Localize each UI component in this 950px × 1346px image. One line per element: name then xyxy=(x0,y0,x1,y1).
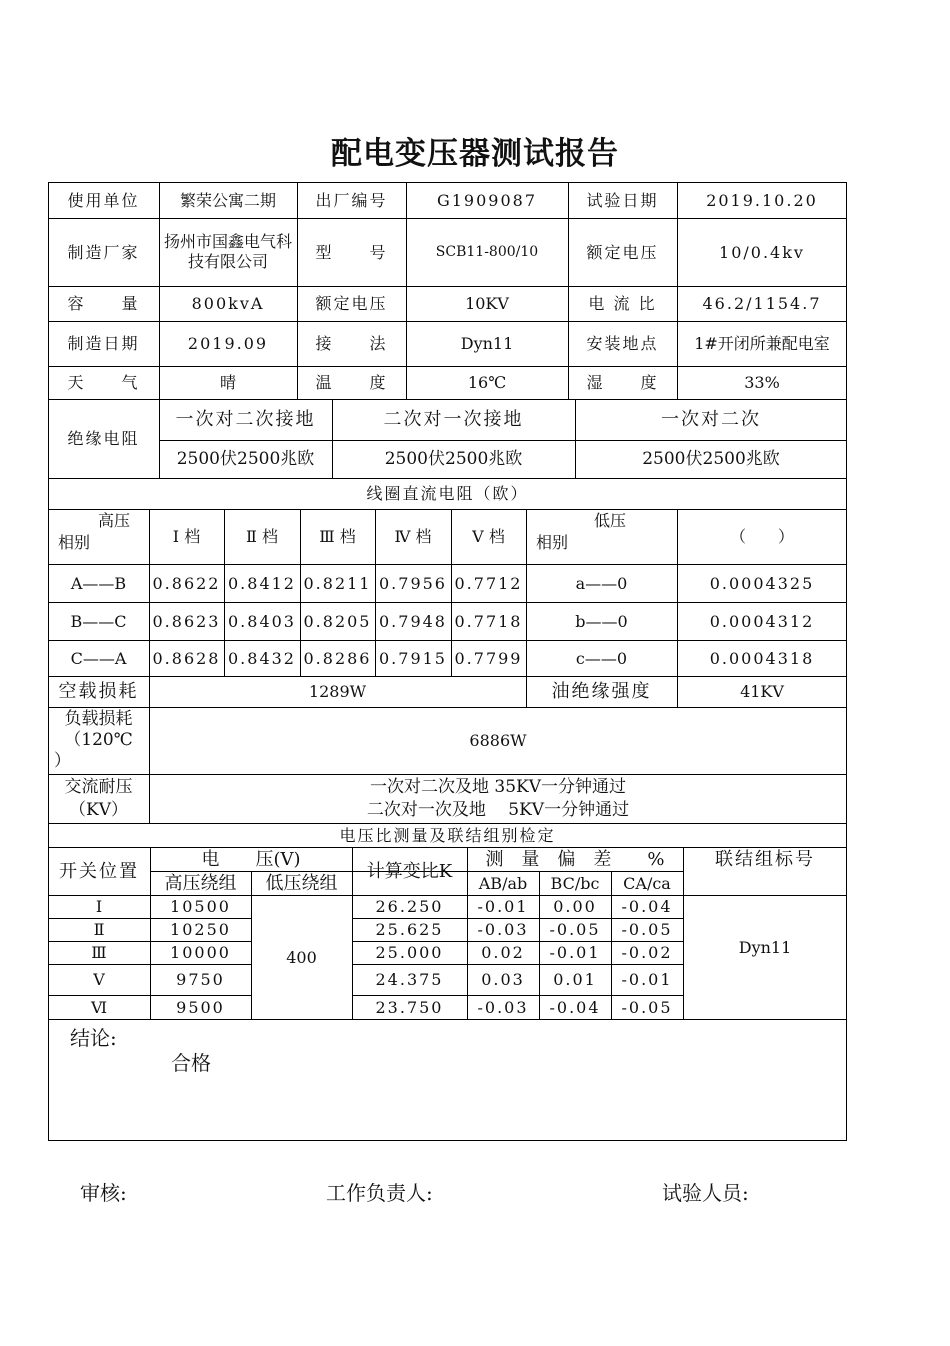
serial-value: G1909087 xyxy=(436,190,538,210)
phase-label: 相别 xyxy=(58,533,91,552)
ratio-row-dev: -0.05 xyxy=(549,920,601,939)
tap-header: Ⅲ 档 xyxy=(319,527,356,546)
dc-row-lv-phase: c——0 xyxy=(575,648,628,668)
location-value: 1#开闭所兼配电室 xyxy=(694,333,830,353)
dc-row-value: 0.8432 xyxy=(228,648,296,668)
ratio-row-hv: 9750 xyxy=(176,970,225,989)
ratio-row-position: Ⅱ xyxy=(93,920,105,939)
dc-row-value: 0.8286 xyxy=(303,648,372,668)
ratio-row-dev: -0.05 xyxy=(621,997,673,1017)
model-label: 型 号 xyxy=(315,242,388,262)
ratio-row-k: 25.625 xyxy=(375,920,444,939)
load-loss-label-line: 负载损耗 xyxy=(64,709,133,729)
ratio-row-position: Ⅰ xyxy=(95,897,103,916)
deviation-col-header: BC/bc xyxy=(550,873,600,893)
insulation-value: 2500伏2500兆欧 xyxy=(384,448,523,469)
dc-row-lv-value: 0.0004325 xyxy=(709,573,815,593)
dc-row-value: 0.8412 xyxy=(228,573,296,593)
dc-row-value: 0.7948 xyxy=(379,611,447,631)
humidity-label: 湿 度 xyxy=(586,373,659,392)
load-loss-label xyxy=(48,707,149,774)
rated-voltage-value: 10/0.4kv xyxy=(719,242,805,262)
current-ratio-label: 电 流 比 xyxy=(588,294,657,313)
insulation-value: 2500伏2500兆欧 xyxy=(176,448,315,469)
weather-value: 晴 xyxy=(219,373,236,392)
ratio-row-dev: -0.03 xyxy=(477,920,529,939)
humidity-value: 33% xyxy=(744,373,780,392)
dc-row-value: 0.8211 xyxy=(303,573,372,593)
connection-value: Dyn11 xyxy=(460,334,514,353)
mfg-date-label: 制造日期 xyxy=(67,334,140,353)
responsible-signature-label: 工作负责人: xyxy=(326,1181,433,1205)
no-load-loss-value: 1289W xyxy=(308,682,367,701)
conclusion-label: 结论: xyxy=(70,1026,117,1050)
lv-unit-header: （ ） xyxy=(729,527,794,546)
ratio-row-position: Ⅴ xyxy=(93,970,105,989)
ratio-row-dev: 0.00 xyxy=(553,897,597,916)
group-header: 联结组标号 xyxy=(715,848,815,870)
tap-header: Ⅰ 档 xyxy=(172,527,201,546)
ac-withstand-line: 一次对二次及地 35KV一分钟通过 xyxy=(369,777,626,797)
lv-phase-label: 相别 xyxy=(536,533,569,552)
ac-withstand-label-line: （KV） xyxy=(69,799,128,820)
ratio-row-dev: -0.05 xyxy=(621,920,673,939)
rated-voltage2-label: 额定电压 xyxy=(315,294,388,313)
dc-row-lv-value: 0.0004318 xyxy=(709,648,815,668)
dc-row-value: 0.7718 xyxy=(454,611,523,631)
ratio-row-dev: -0.01 xyxy=(549,943,601,962)
voltage-header: 电 压(V) xyxy=(201,848,301,870)
temperature-value: 16℃ xyxy=(467,373,507,392)
ratio-row-hv: 10500 xyxy=(170,897,231,916)
dc-row-value: 0.7799 xyxy=(454,648,523,668)
temperature-label: 温 度 xyxy=(315,373,388,392)
location-label: 安装地点 xyxy=(586,334,659,353)
load-loss-label-line: （120℃ xyxy=(64,730,133,750)
ratio-title: 电压比测量及联结组别检定 xyxy=(339,825,556,845)
rated-voltage2-value: 10KV xyxy=(465,294,509,313)
maker-label: 制造厂家 xyxy=(67,242,140,262)
hv-winding-header: 高压绕组 xyxy=(164,872,237,894)
conclusion-value: 合格 xyxy=(171,1051,211,1075)
test-date-label: 试验日期 xyxy=(586,190,659,210)
dc-row-value: 0.7915 xyxy=(379,648,447,668)
ratio-row-dev: -0.02 xyxy=(621,943,673,962)
ratio-row-k: 26.250 xyxy=(375,897,444,916)
ratio-row-k: 24.375 xyxy=(375,970,444,989)
rated-voltage-label: 额定电压 xyxy=(586,242,659,262)
page-title: 配电变压器测试报告 xyxy=(331,136,619,172)
capacity-value: 800kvA xyxy=(191,294,265,313)
calc-ratio-header: 计算变比K xyxy=(366,860,453,882)
group-value: Dyn11 xyxy=(738,937,792,957)
dc-resistance-title: 线圈直流电阻（欧） xyxy=(366,484,529,503)
dc-row-value: 0.7956 xyxy=(379,573,447,593)
ratio-row-position: Ⅲ xyxy=(91,943,107,962)
oil-strength-label: 油绝缘强度 xyxy=(551,681,652,702)
lv-label: 低压 xyxy=(594,511,627,530)
tester-signature-label: 试验人员: xyxy=(662,1181,749,1205)
capacity-label: 容 量 xyxy=(67,294,140,313)
dc-row-value: 0.7712 xyxy=(454,573,523,593)
deviation-col-header: AB/ab xyxy=(478,873,528,893)
ratio-row-k: 23.750 xyxy=(375,997,444,1017)
user-value: 繁荣公寓二期 xyxy=(179,190,276,210)
insulation-label: 绝缘电阻 xyxy=(67,429,140,448)
load-loss-label-line: ） xyxy=(54,751,71,771)
ratio-row-position: Ⅵ xyxy=(90,997,108,1017)
ratio-row-dev: -0.04 xyxy=(621,897,673,916)
weather-label: 天 气 xyxy=(67,373,140,392)
ac-withstand-label-line: 交流耐压 xyxy=(64,776,133,797)
ratio-row-dev: -0.03 xyxy=(477,997,529,1017)
dc-row-value: 0.8622 xyxy=(152,573,221,593)
lv-winding-header: 低压绕组 xyxy=(265,872,338,894)
dc-row-value: 0.8403 xyxy=(228,611,296,631)
review-signature-label: 审核: xyxy=(80,1181,127,1205)
oil-strength-value: 41KV xyxy=(740,682,784,701)
model-value: SCB11-800/10 xyxy=(435,243,539,260)
lv-winding-value: 400 xyxy=(286,947,317,967)
load-loss-value: 6886W xyxy=(469,731,527,750)
ratio-row-dev: -0.01 xyxy=(477,897,529,916)
no-load-loss-label: 空载损耗 xyxy=(58,681,139,702)
hv-label: 高压 xyxy=(98,511,131,530)
dc-row-value: 0.8205 xyxy=(303,611,372,631)
dc-row-lv-phase: b——0 xyxy=(575,611,628,631)
test-date-value: 2019.10.20 xyxy=(706,190,818,210)
tap-header: Ⅴ 档 xyxy=(472,527,505,546)
ratio-row-dev: 0.01 xyxy=(553,970,597,989)
dc-row-phase: A——B xyxy=(70,573,127,593)
user-label: 使用单位 xyxy=(67,190,140,210)
insulation-value: 2500伏2500兆欧 xyxy=(642,448,780,469)
ratio-row-dev: -0.01 xyxy=(621,970,673,989)
dc-row-value: 0.8623 xyxy=(152,611,221,631)
ratio-row-hv: 9500 xyxy=(176,997,225,1017)
maker-value: 扬州市国鑫电气科技有限公司 xyxy=(163,232,292,271)
ratio-row-hv: 10000 xyxy=(170,943,231,962)
ratio-row-dev: -0.04 xyxy=(549,997,601,1017)
ratio-row-dev: 0.02 xyxy=(481,943,525,962)
dc-phase-header xyxy=(48,509,149,564)
dc-row-phase: C——A xyxy=(70,648,127,668)
serial-label: 出厂编号 xyxy=(315,190,388,210)
dc-row-lv-phase: a——0 xyxy=(575,573,628,593)
mfg-date-value: 2019.09 xyxy=(187,334,269,353)
insulation-header: 一次对二次 xyxy=(661,409,761,430)
ac-withstand-line: 二次对一次及地 5KV一分钟通过 xyxy=(366,800,630,820)
insulation-header: 二次对一次接地 xyxy=(383,409,524,430)
switch-position-label: 开关位置 xyxy=(59,860,139,882)
dc-row-lv-value: 0.0004312 xyxy=(709,611,815,631)
ratio-row-k: 25.000 xyxy=(375,943,444,962)
dc-row-value: 0.8628 xyxy=(152,648,221,668)
tap-header: Ⅳ 档 xyxy=(394,527,432,546)
ratio-row-dev: 0.03 xyxy=(481,970,525,989)
dc-row-phase: B——C xyxy=(70,611,127,631)
deviation-col-header: CA/ca xyxy=(623,873,671,893)
ac-withstand-label xyxy=(48,774,149,823)
tap-header: Ⅱ 档 xyxy=(246,527,278,546)
ratio-row-hv: 10250 xyxy=(170,920,231,939)
connection-label: 接 法 xyxy=(315,334,388,353)
lv-phase-header xyxy=(526,509,677,564)
deviation-header: 测 量 偏 差 % xyxy=(485,848,665,870)
insulation-header: 一次对二次接地 xyxy=(175,409,316,430)
current-ratio-value: 46.2/1154.7 xyxy=(702,294,822,313)
